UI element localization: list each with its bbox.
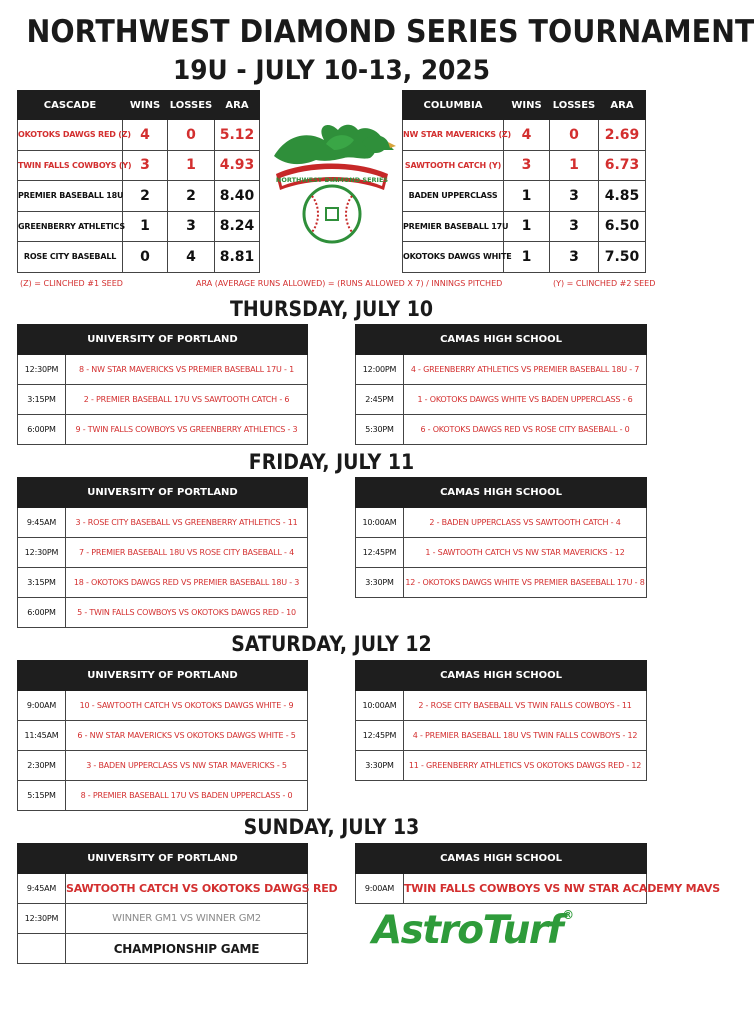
- wins-value: 3: [504, 150, 550, 181]
- losses-value: 0: [168, 120, 215, 151]
- game-time: 9:45AM: [18, 508, 66, 538]
- game-time: 5:30PM: [356, 415, 404, 445]
- wins-value: 1: [504, 181, 550, 212]
- game-matchup: 2 - PREMIER BASEBALL 17U VS SAWTOOTH CATCH - 6: [66, 385, 308, 415]
- game-row: [18, 904, 308, 934]
- logo-banner-text: NORTHWEST DIAMOND SERIES: [275, 176, 389, 184]
- game-row: [18, 538, 308, 568]
- losses-value: 3: [550, 211, 599, 242]
- wins-value: 4: [123, 120, 168, 151]
- losses-value: 4: [168, 242, 215, 273]
- venue-header: UNIVERSITY OF PORTLAND: [18, 661, 308, 691]
- game-matchup: WINNER GM1 VS WINNER GM2: [66, 904, 308, 934]
- ara-value: 8.81: [215, 242, 260, 273]
- ara-value: 8.24: [215, 211, 260, 242]
- note-z-seed: (Z) = CLINCHED #1 SEED: [20, 279, 123, 288]
- game-matchup: 4 - PREMIER BASEBALL 18U VS TWIN FALLS COWBOYS - 12: [404, 721, 647, 751]
- game-matchup: 9 - TWIN FALLS COWBOYS VS GREENBERRY ATHLETICS - 3: [66, 415, 308, 445]
- game-matchup: SAWTOOTH CATCH VS OKOTOKS DAWGS RED: [66, 874, 308, 904]
- ara-value: 6.73: [599, 150, 646, 181]
- team-name: NW STAR MAVERICKS (Z): [403, 120, 504, 151]
- game-row: [356, 508, 647, 538]
- game-matchup: 6 - OKOTOKS DAWGS RED VS ROSE CITY BASEBALL - 0: [404, 415, 647, 445]
- game-matchup: 18 - OKOTOKS DAWGS RED VS PREMIER BASEBALL 18U - 3: [66, 568, 308, 598]
- game-row: [18, 751, 308, 781]
- northwest-diamond-series-logo: [266, 116, 398, 246]
- game-time: 12:45PM: [356, 538, 404, 568]
- game-time: 6:00PM: [18, 415, 66, 445]
- game-time: 9:00AM: [356, 874, 404, 904]
- day-heading: FRIDAY, JULY 11: [248, 450, 415, 474]
- venue-header: UNIVERSITY OF PORTLAND: [18, 844, 308, 874]
- column-header-losses: LOSSES: [168, 91, 215, 120]
- losses-value: 3: [168, 211, 215, 242]
- schedule-table-left: [17, 477, 308, 628]
- division-header: COLUMBIA: [403, 91, 504, 120]
- game-time: 3:15PM: [18, 385, 66, 415]
- game-matchup: 2 - ROSE CITY BASEBALL VS TWIN FALLS COWBOYS - 11: [404, 691, 647, 721]
- standings-row: [403, 181, 646, 212]
- game-time: 12:30PM: [18, 355, 66, 385]
- schedule-table-left: [17, 660, 308, 811]
- ara-value: 7.50: [599, 242, 646, 273]
- day-heading: THURSDAY, JULY 10: [229, 297, 434, 321]
- game-time: 2:45PM: [356, 385, 404, 415]
- game-time: 12:30PM: [18, 538, 66, 568]
- team-name: TWIN FALLS COWBOYS (Y): [18, 150, 123, 181]
- game-matchup: 12 - OKOTOKS DAWGS WHITE VS PREMIER BASEEBALL 17U - 8: [404, 568, 647, 598]
- standings-row: [403, 120, 646, 151]
- standings-row: [403, 211, 646, 242]
- page-subtitle: 19U - JULY 10-13, 2025: [172, 55, 491, 86]
- game-matchup: 5 - TWIN FALLS COWBOYS VS OKOTOKS DAWGS RED - 10: [66, 598, 308, 628]
- game-row: [356, 568, 647, 598]
- game-row: [356, 385, 647, 415]
- game-row: [18, 874, 308, 904]
- ara-value: 5.12: [215, 120, 260, 151]
- team-name: GREENBERRY ATHLETICS: [18, 211, 123, 242]
- game-row: [18, 568, 308, 598]
- game-matchup: 11 - GREENBERRY ATHLETICS VS OKOTOKS DAWGS RED - 12: [404, 751, 647, 781]
- game-row: [18, 934, 308, 964]
- wins-value: 4: [504, 120, 550, 151]
- losses-value: 0: [550, 120, 599, 151]
- team-name: BADEN UPPERCLASS: [403, 181, 504, 212]
- team-name: PREMIER BASEBALL 17U: [403, 211, 504, 242]
- ara-value: 4.93: [215, 150, 260, 181]
- note-ara-definition: ARA (AVERAGE RUNS ALLOWED) = (RUNS ALLOWED X 7) / INNINGS PITCHED: [196, 279, 503, 288]
- game-matchup: 1 - SAWTOOTH CATCH VS NW STAR MAVERICKS - 12: [404, 538, 647, 568]
- day-heading: SUNDAY, JULY 13: [243, 815, 420, 839]
- game-row: [18, 691, 308, 721]
- standings-row: [18, 211, 260, 242]
- wins-value: 1: [123, 211, 168, 242]
- game-time: 9:45AM: [18, 874, 66, 904]
- standings-row: [18, 181, 260, 212]
- standings-table-cascade: [17, 90, 260, 273]
- column-header-wins: WINS: [123, 91, 168, 120]
- game-time: 10:00AM: [356, 691, 404, 721]
- schedule-table-right: [355, 843, 720, 904]
- note-y-seed: (Y) = CLINCHED #2 SEED: [553, 279, 656, 288]
- game-matchup: 8 - NW STAR MAVERICKS VS PREMIER BASEBALL 17U - 1: [66, 355, 308, 385]
- game-row: [18, 721, 308, 751]
- game-time: 2:30PM: [18, 751, 66, 781]
- schedule-table-right: [355, 660, 647, 781]
- game-row: [356, 874, 647, 904]
- team-name: ROSE CITY BASEBALL: [18, 242, 123, 273]
- game-time: 3:15PM: [18, 568, 66, 598]
- standings-table-columbia: [402, 90, 646, 273]
- sponsor-name: AstroTurf: [372, 908, 563, 953]
- game-matchup: 6 - NW STAR MAVERICKS VS OKOTOKS DAWGS WHITE - 5: [66, 721, 308, 751]
- wins-value: 2: [123, 181, 168, 212]
- game-matchup: 10 - SAWTOOTH CATCH VS OKOTOKS DAWGS WHITE - 9: [66, 691, 308, 721]
- game-row: [356, 691, 647, 721]
- game-row: [356, 751, 647, 781]
- venue-header: CAMAS HIGH SCHOOL: [356, 325, 647, 355]
- schedule-table-left: [17, 843, 338, 964]
- game-row: [356, 415, 647, 445]
- venue-header: CAMAS HIGH SCHOOL: [356, 661, 647, 691]
- ara-value: 4.85: [599, 181, 646, 212]
- game-row: [356, 721, 647, 751]
- game-time: 6:00PM: [18, 598, 66, 628]
- venue-header: UNIVERSITY OF PORTLAND: [18, 478, 308, 508]
- ara-value: 6.50: [599, 211, 646, 242]
- standings-row: [18, 120, 260, 151]
- losses-value: 1: [550, 150, 599, 181]
- game-matchup: 2 - BADEN UPPERCLASS VS SAWTOOTH CATCH - 4: [404, 508, 647, 538]
- losses-value: 1: [168, 150, 215, 181]
- game-matchup: 3 - BADEN UPPERCLASS VS NW STAR MAVERICKS - 5: [66, 751, 308, 781]
- schedule-table-right: [355, 477, 647, 598]
- registered-mark: ®: [562, 908, 575, 922]
- ara-value: 8.40: [215, 181, 260, 212]
- game-matchup: CHAMPIONSHIP GAME: [66, 934, 308, 964]
- game-matchup: 8 - PREMIER BASEBALL 17U VS BADEN UPPERCLASS - 0: [66, 781, 308, 811]
- wins-value: 0: [123, 242, 168, 273]
- game-matchup: 7 - PREMIER BASEBALL 18U VS ROSE CITY BASEBALL - 4: [66, 538, 308, 568]
- game-row: [18, 508, 308, 538]
- game-row: [18, 415, 308, 445]
- page-title: NORTHWEST DIAMOND SERIES TOURNAMENT: [26, 14, 754, 50]
- game-row: [356, 538, 647, 568]
- losses-value: 3: [550, 242, 599, 273]
- column-header-ara: ARA: [599, 91, 646, 120]
- venue-header: CAMAS HIGH SCHOOL: [356, 844, 647, 874]
- wins-value: 3: [123, 150, 168, 181]
- division-header: CASCADE: [18, 91, 123, 120]
- wins-value: 1: [504, 242, 550, 273]
- standings-row: [403, 150, 646, 181]
- standings-row: [18, 150, 260, 181]
- game-time: 3:30PM: [356, 751, 404, 781]
- game-row: [18, 385, 308, 415]
- game-time: 10:00AM: [356, 508, 404, 538]
- column-header-losses: LOSSES: [550, 91, 599, 120]
- column-header-wins: WINS: [504, 91, 550, 120]
- game-time: 9:00AM: [18, 691, 66, 721]
- astroturf-logo: [372, 908, 574, 953]
- game-time: 11:45AM: [18, 721, 66, 751]
- losses-value: 3: [550, 181, 599, 212]
- game-time: [18, 934, 66, 964]
- column-header-ara: ARA: [215, 91, 260, 120]
- game-row: [18, 355, 308, 385]
- wins-value: 1: [504, 211, 550, 242]
- game-row: [18, 598, 308, 628]
- game-time: 12:45PM: [356, 721, 404, 751]
- game-matchup: 1 - OKOTOKS DAWGS WHITE VS BADEN UPPERCLASS - 6: [404, 385, 647, 415]
- standings-row: [403, 242, 646, 273]
- ara-value: 2.69: [599, 120, 646, 151]
- team-name: OKOTOKS DAWGS WHITE: [403, 242, 504, 273]
- venue-header: CAMAS HIGH SCHOOL: [356, 478, 647, 508]
- game-time: 12:00PM: [356, 355, 404, 385]
- venue-header: UNIVERSITY OF PORTLAND: [18, 325, 308, 355]
- game-time: 12:30PM: [18, 904, 66, 934]
- team-name: OKOTOKS DAWGS RED (Z): [18, 120, 123, 151]
- day-heading: SATURDAY, JULY 12: [231, 632, 432, 656]
- game-time: 5:15PM: [18, 781, 66, 811]
- game-row: [356, 355, 647, 385]
- standings-row: [18, 242, 260, 273]
- team-name: PREMIER BASEBALL 18U: [18, 181, 123, 212]
- game-matchup: TWIN FALLS COWBOYS VS NW STAR ACADEMY MAVS: [404, 874, 647, 904]
- game-matchup: 3 - ROSE CITY BASEBALL VS GREENBERRY ATHLETICS - 11: [66, 508, 308, 538]
- schedule-table-left: [17, 324, 308, 445]
- schedule-table-right: [355, 324, 647, 445]
- game-time: 3:30PM: [356, 568, 404, 598]
- game-row: [18, 781, 308, 811]
- losses-value: 2: [168, 181, 215, 212]
- game-matchup: 4 - GREENBERRY ATHLETICS VS PREMIER BASEBALL 18U - 7: [404, 355, 647, 385]
- team-name: SAWTOOTH CATCH (Y): [403, 150, 504, 181]
